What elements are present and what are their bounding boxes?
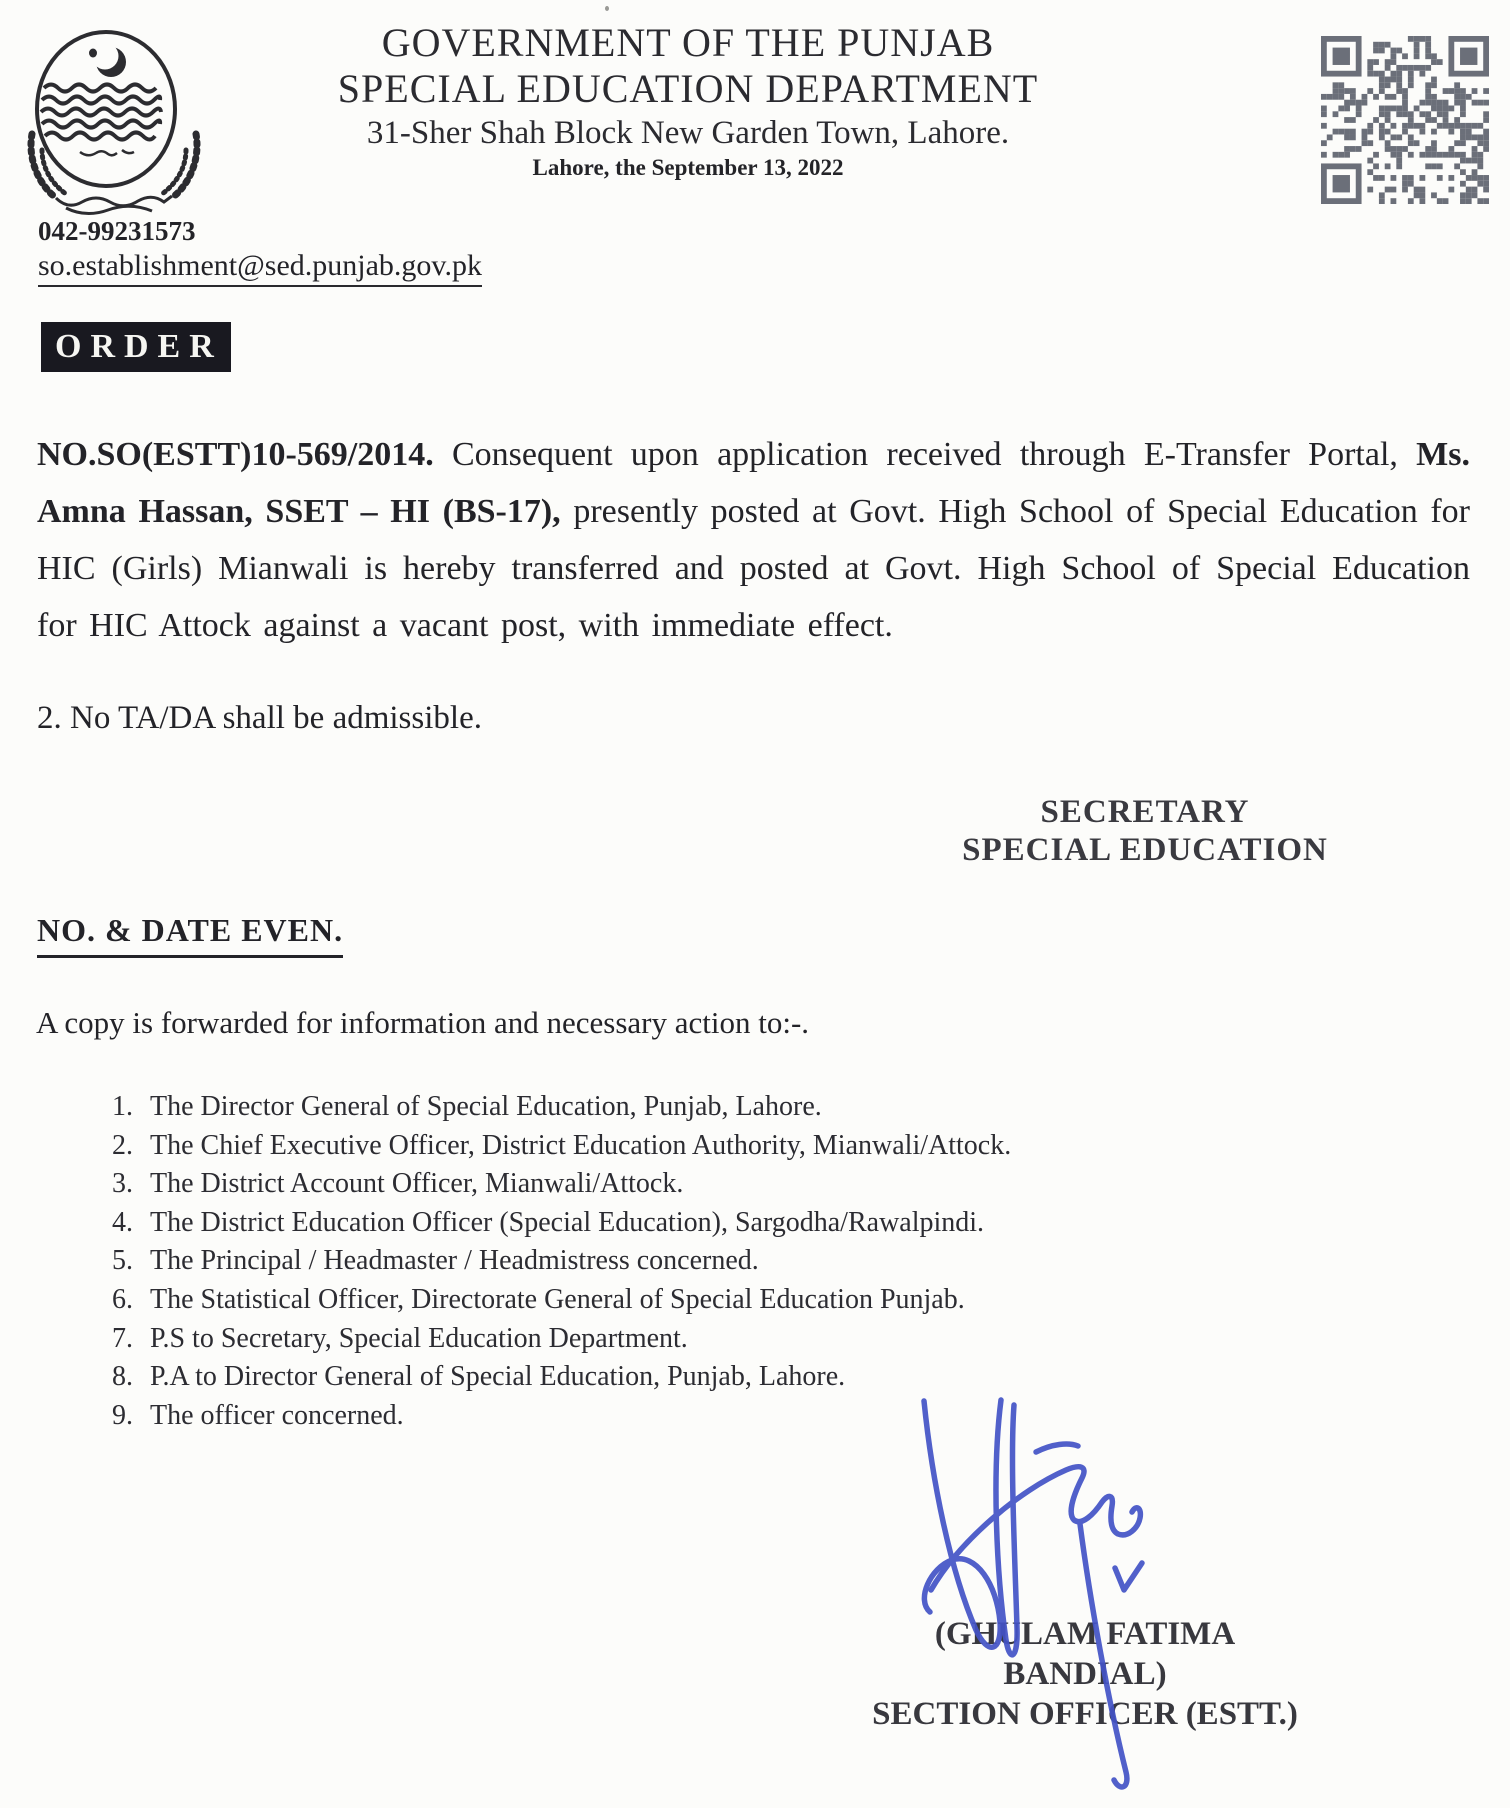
order-body-text-b: presently posted at Govt. High School of Special Education for HIC (Girls) Mianwali is hereby transferred and posted at Govt. High School of Special Education for HIC Attock against a vacant post, with immediate effect. bbox=[37, 493, 1470, 644]
recipient-text: The officer concerned. bbox=[150, 1399, 404, 1431]
signatory-designation-block bbox=[945, 793, 1345, 869]
recipient-item bbox=[112, 1281, 1011, 1320]
forwarding-line: A copy is forwarded for information and necessary action to:-. bbox=[36, 1005, 810, 1040]
recipient-item bbox=[112, 1320, 1011, 1359]
email-address: so.establishment@sed.punjab.gov.pk bbox=[38, 248, 482, 287]
qr-code bbox=[1321, 34, 1489, 206]
recipient-number: 8. bbox=[112, 1361, 133, 1393]
letterhead bbox=[238, 20, 1138, 182]
signatory-designation-line2: SPECIAL EDUCATION bbox=[962, 832, 1328, 868]
department-name-line2: SPECIAL EDUCATION DEPARTMENT bbox=[337, 66, 1039, 111]
recipient-number: 2. bbox=[112, 1129, 133, 1161]
recipient-number: 6. bbox=[112, 1283, 133, 1315]
letter-dateline: Lahore, the September 13, 2022 bbox=[532, 155, 844, 180]
handwritten-signature bbox=[880, 1382, 1180, 1802]
transferred-officer-name: Ms. Amna Hassan, SSET – HI (BS-17), bbox=[37, 436, 1470, 530]
recipient-item bbox=[112, 1088, 1011, 1127]
recipient-item bbox=[112, 1165, 1011, 1204]
order-body-text-a: Consequent upon application received through E-Transfer Portal, bbox=[433, 436, 1417, 473]
recipient-text: The Statistical Officer, Directorate General of Special Education Punjab. bbox=[150, 1283, 965, 1315]
recipient-item bbox=[112, 1397, 1011, 1436]
department-name-line1: GOVERNMENT OF THE PUNJAB bbox=[381, 20, 995, 65]
phone-number: 042-99231573 bbox=[38, 216, 196, 246]
recipient-text: The Director General of Special Education, Punjab, Lahore. bbox=[150, 1091, 822, 1122]
recipient-text: P.S to Secretary, Special Education Department. bbox=[150, 1322, 688, 1354]
signatory-title: SECTION OFFICER (ESTT.) bbox=[872, 1696, 1298, 1732]
recipient-number: 1. bbox=[112, 1091, 133, 1122]
recipient-text: The Principal / Headmaster / Headmistress concerned. bbox=[150, 1245, 759, 1277]
recipient-number: 5. bbox=[112, 1245, 133, 1277]
signatory-designation-line1: SECRETARY bbox=[1040, 794, 1250, 830]
recipient-text: P.A to Director General of Special Education, Punjab, Lahore. bbox=[150, 1361, 846, 1393]
punjab-government-crest-logo bbox=[22, 26, 207, 221]
recipient-number: 9. bbox=[112, 1399, 133, 1431]
recipient-item bbox=[112, 1242, 1011, 1281]
recipient-number: 4. bbox=[112, 1206, 133, 1238]
recipient-item bbox=[112, 1358, 1011, 1397]
order-heading: ORDER bbox=[41, 322, 231, 372]
recipient-item bbox=[112, 1204, 1011, 1243]
recipient-list bbox=[112, 1088, 1011, 1435]
recipient-text: The District Education Officer (Special Education), Sargodha/Rawalpindi. bbox=[150, 1206, 985, 1238]
recipient-text: The Chief Executive Officer, District Education Authority, Mianwali/Attock. bbox=[150, 1129, 1012, 1161]
no-and-date-even-heading: NO. & DATE EVEN. bbox=[37, 912, 343, 958]
recipient-text: The District Account Officer, Mianwali/Attock. bbox=[150, 1168, 684, 1200]
recipient-number: 3. bbox=[112, 1168, 133, 1200]
recipient-number: 7. bbox=[112, 1322, 133, 1354]
signatory-name: (GHULAM FATIMA BANDIAL) bbox=[934, 1616, 1236, 1692]
ta-da-clause: 2. No TA/DA shall be admissible. bbox=[37, 700, 482, 736]
scan-artifact bbox=[605, 6, 609, 11]
reference-number: NO.SO(ESTT)10-569/2014. bbox=[37, 436, 434, 473]
department-address: 31-Sher Shah Block New Garden Town, Lahore. bbox=[366, 115, 1010, 151]
recipient-item bbox=[112, 1127, 1011, 1166]
order-body-paragraph bbox=[37, 426, 1470, 654]
